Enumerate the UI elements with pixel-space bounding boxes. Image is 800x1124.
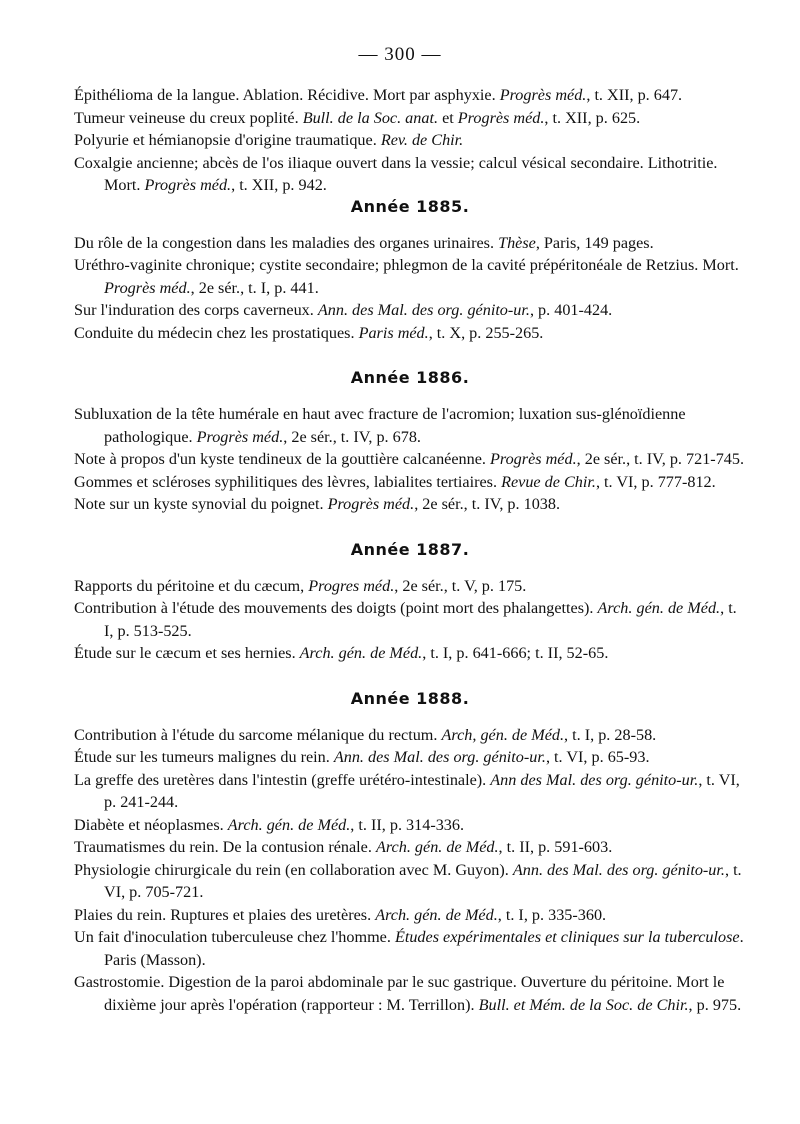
bibliography-entry [74,84,746,107]
entry-reference: , p. 401-424. [529,301,613,319]
bibliography-entry [74,471,746,494]
entry-reference: , 2e sér., t. I, p. 441. [190,278,319,297]
entry-text: Tumeur veineuse du creux poplité. [74,108,303,127]
entry-text: Subluxation de la tête humérale en haut avec fracture de l'acromion; luxation sus-glénoïdienne pathologique. [74,405,686,446]
bibliography-entry [74,493,746,516]
bibliography-entry [74,814,746,837]
entry-reference: , t. I, p. 513-525. [104,599,737,640]
entry-reference: , 2e sér., t. IV, p. 721-745. [576,450,745,468]
entry-text: Diabète et néoplasmes. [74,815,228,834]
entry-text: Contribution à l'étude du sarcome mélanique du rectum. [74,725,442,744]
entry-reference: , t. I, p. 335-360. [497,905,607,924]
entry-reference: , 2e sér., t. V, p. 175. [394,576,527,595]
journal-title: Études expérimentales et cliniques sur la tuberculose [394,928,740,946]
entry-text: Coxalgie ancienne; abcès de l'os iliaque ouvert dans la vessie; calcul vésical secondaire. Lithotritie. Mort. [74,153,718,194]
year-heading: Année 1886. [350,368,470,387]
bibliography-entry [74,254,746,299]
bibliography-entry [74,107,746,130]
bibliography-entry [74,322,746,345]
entry-reference: , t. XII, p. 647. [586,86,683,104]
entry-text: Étude sur les tumeurs malignes du rein. [74,748,334,766]
entry-text: Épithélioma de la langue. Ablation. Récidive. Mort par asphyxie. [74,86,500,104]
journal-title: Rev. de Chir. [380,131,464,149]
year-sections [74,197,746,1017]
entry-text: Gastrostomie. Digestion de la paroi abdominale par le suc gastrique. Ouverture du péritoine. Mort le dixième jour après l'opération (rapporteur : M. Terrillon). [74,973,725,1014]
entry-reference: , t. XII, p. 942. [231,176,327,194]
entry-text: Gommes et scléroses syphilitiques des lèvres, labialites tertiaires. [74,472,502,491]
entry-reference: , t. II, p. 314-336. [350,815,465,834]
bibliography-entry [74,746,746,769]
entry-reference: . Paris (Masson). [104,928,744,969]
page-number: — 300 — [358,44,442,65]
journal-title: Ann. des Mal. des org. génito-ur. [317,301,530,319]
bibliography-content [74,84,746,1016]
entry-reference: , t. XII, p. 625. [544,108,641,127]
entry-reference: , t. VI, p. 777-812. [595,472,716,491]
bibliography-entry [74,724,746,747]
entry-text: Rapports du péritoine et du cæcum, [74,576,309,595]
year-heading: Année 1888. [350,688,470,708]
journal-title: Arch. gén. de Méd. [597,599,721,617]
entry-text: Physiologie chirurgicale du rein (en collaboration avec M. Guyon). [74,860,513,879]
entry-text: Conduite du médecin chez les prostatiques. [74,323,359,342]
journal-title: Paris méd. [358,323,429,342]
bibliography-entry [74,859,746,904]
entry-text: Uréthro-vaginite chronique; cystite secondaire; phlegmon de la cavité prépéritonéale de Retzius. Mort. [74,256,739,274]
journal-title: Arch. gén. de Méd. [299,644,423,662]
entry-reference: , t. I, p. 28-58. [564,725,657,744]
entry-reference: , t. VI, p. 65-93. [545,748,650,766]
journal-title: Arch. gén. de Méd. [227,815,351,834]
bibliography-entry [74,769,746,814]
entry-text: Plaies du rein. Ruptures et plaies des uretères. [74,905,376,924]
entry-reference: , Paris, 149 pages. [535,233,654,252]
bibliography-entry [74,904,746,927]
entry-text: Étude sur le cæcum et ses hernies. [74,644,300,662]
year-heading: Année 1885. [350,196,470,216]
journal-title: Progrès méd. [457,108,545,127]
intro-entries [74,84,746,197]
journal-title: Progrès méd. [490,450,577,468]
bibliography-entry [74,299,746,322]
journal-title: Progrès méd. [104,278,191,297]
journal-title: Bull. et Mém. de la Soc. de Chir. [478,995,689,1014]
bibliography-entry [74,836,746,859]
journal-title: Progrès méd. [327,495,415,513]
journal-title: Ann des Mal. des org. génito-ur. [490,770,699,789]
journal-title: Arch. gén. de Méd. [375,905,498,924]
entry-text: Traumatismes du rein. De la contusion rénale. [74,838,376,856]
journal-title: Bull. de la Soc. anat. [302,108,439,127]
entry-text: La greffe des uretères dans l'intestin (greffe urétéro-intestinale). [74,770,491,789]
bibliography-entry [74,642,746,665]
entry-text: Note sur un kyste synovial du poignet. [74,495,328,513]
entry-text: Un fait d'inoculation tuberculeuse chez l'homme. [74,928,395,946]
bibliography-entry [74,575,746,598]
bibliography-entry [74,403,746,448]
entry-reference: , t. I, p. 641-666; t. II, 52-65. [422,644,609,662]
entry-reference: , 2e sér., t. IV, p. 678. [283,427,421,446]
bibliography-entry [74,597,746,642]
year-section [74,197,746,345]
year-heading: Année 1887. [350,539,470,559]
entry-reference: , p. 975. [688,995,742,1014]
entry-text: Note à propos d'un kyste tendineux de la gouttière calcanéenne. [74,450,490,468]
entry-text: Polyurie et hémianopsie d'origine traumatique. [74,131,381,149]
bibliography-entry [74,926,746,971]
journal-title: Ann. des Mal. des org. génito-ur. [333,748,546,766]
bibliography-entry [74,448,746,471]
journal-title: Progrès méd. [144,176,232,194]
journal-title: Revue de Chir. [501,472,596,491]
year-section [74,540,746,665]
entry-reference: , t. II, p. 591-603. [498,838,613,856]
entry-text: et [438,108,458,127]
bibliography-entry [74,129,746,152]
year-section [74,689,746,1017]
year-section [74,368,746,516]
entry-reference: , t. VI, p. 241-244. [104,770,740,811]
journal-title: Arch. gén. de Méd. [375,838,499,856]
entry-text: Contribution à l'étude des mouvements des doigts (point mort des phalangettes). [74,599,598,617]
journal-title: Progres méd. [308,576,395,595]
bibliography-entry [74,152,746,197]
journal-title: Progrès méd. [499,86,587,104]
bibliography-entry [74,232,746,255]
entry-reference: , t. VI, p. 705-721. [104,860,742,901]
journal-title: Arch, gén. de Méd. [441,725,565,744]
bibliography-entry [74,971,746,1016]
journal-title: Thèse [498,233,536,252]
entry-reference: , 2e sér., t. IV, p. 1038. [414,495,561,513]
entry-reference: , t. X, p. 255-265. [428,323,544,342]
entry-text: Du rôle de la congestion dans les maladies des organes urinaires. [74,233,499,252]
entry-text: Sur l'induration des corps caverneux. [74,301,318,319]
journal-title: Progrès méd. [196,427,284,446]
journal-title: Ann. des Mal. des org. génito-ur. [512,860,725,879]
